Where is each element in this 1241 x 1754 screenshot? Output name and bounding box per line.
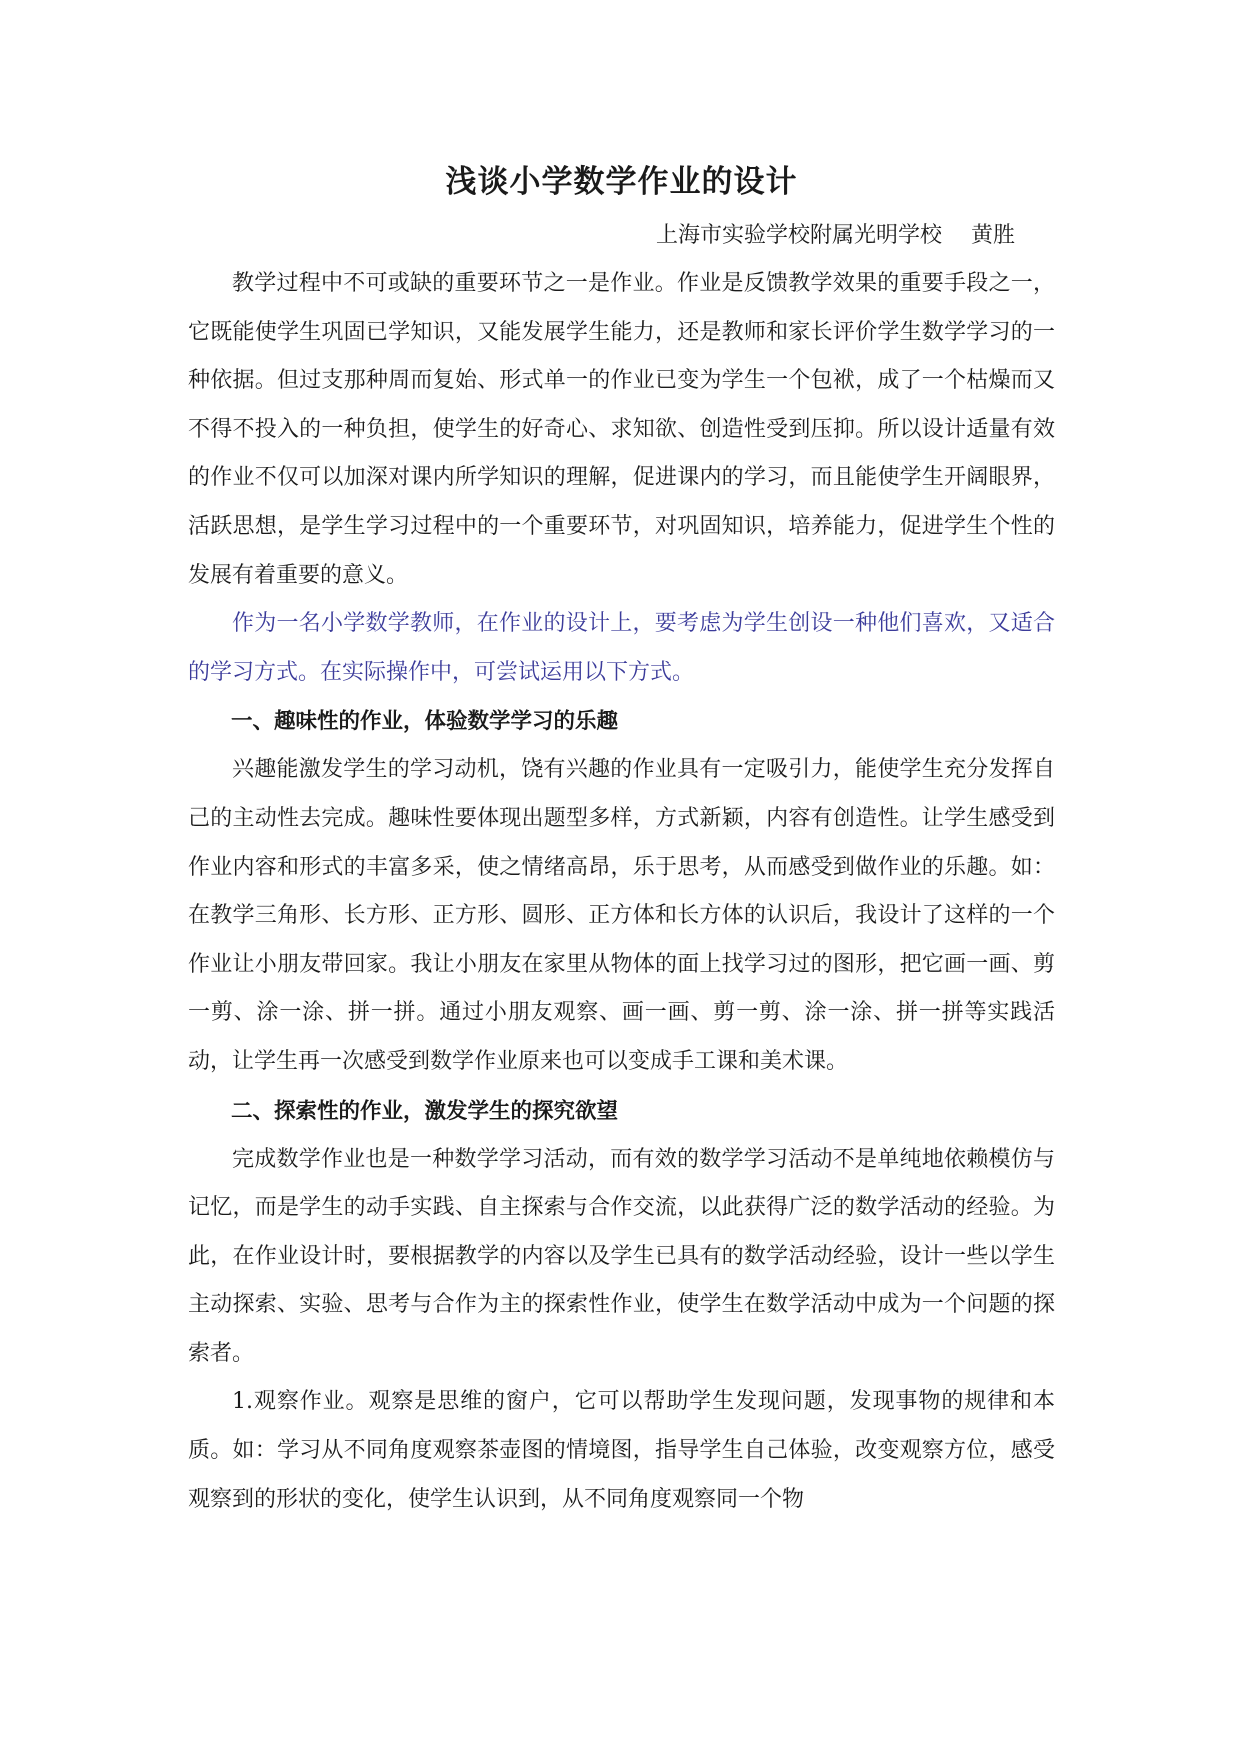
item-1-paragraph: 1.观察作业。观察是思维的窗户，它可以帮助学生发现问题，发现事物的规律和本质。如：学习从不同角度观察茶壶图的情境图，指导学生自己体验，改变观察方位，感受观察到的形状的变化，使学生认识到，从不同角度观察同一个物 — [188, 1389, 1055, 1512]
highlight-paragraph: 作为一名小学数学教师，在作业的设计上，要考虑为学生创设一种他们喜欢，又适合的学习方式。在实际操作中，可尝试运用以下方式。 — [188, 611, 1055, 685]
author-line: 上海市实验学校附属光明学校 黄胜 — [656, 223, 1015, 248]
section-2-paragraph: 完成数学作业也是一种数学学习活动，而有效的数学学习活动不是单纯地依赖模仿与记忆，而是学生的动手实践、自主探索与合作交流，以此获得广泛的数学活动的经验。为此，在作业设计时，要根据教学的内容以及学生已具有的数学活动经验，设计一些以学生主动探索、实验、思考与合作为主的探索性作业，使学生在数学活动中成为一个问题的探索者。 — [188, 1146, 1055, 1366]
intro-paragraph: 教学过程中不可或缺的重要环节之一是作业。作业是反馈教学效果的重要手段之一，它既能使学生巩固已学知识，又能发展学生能力，还是教师和家长评价学生数学学习的一种依据。但过支那种周而复始、形式单一的作业已变为学生一个包袱，成了一个枯燥而又不得不投入的一种负担，使学生的好奇心、求知欲、创造性受到压抑。所以设计适量有效的作业不仅可以加深对课内所学知识的理解，促进课内的学习，而且能使学生开阔眼界，活跃思想，是学生学习过程中的一个重要环节，对巩固知识，培养能力，促进学生个性的发展有着重要的意义。 — [188, 271, 1055, 588]
document-title: 浅谈小学数学作业的设计 — [445, 164, 798, 200]
section-1-heading: 一、趣味性的作业，体验数学学习的乐趣 — [231, 709, 619, 735]
section-1-paragraph: 兴趣能激发学生的学习动机，饶有兴趣的作业具有一定吸引力，能使学生充分发挥自己的主动性去完成。趣味性要体现出题型多样，方式新颖，内容有创造性。让学生感受到作业内容和形式的丰富多采，使之情绪高昂，乐于思考，从而感受到做作业的乐趣。如：在教学三角形、长方形、正方形、圆形、正方体和长方体的认识后，我设计了这样的一个作业让小朋友带回家。我让小朋友在家里从物体的面上找学习过的图形，把它画一画、剪一剪、涂一涂、拼一拼。通过小朋友观察、画一画、剪一剪、涂一涂、拼一拼等实践活动，让学生再一次感受到数学作业原来也可以变成手工课和美术课。 — [188, 757, 1055, 1074]
section-2-heading: 二、探索性的作业，激发学生的探究欲望 — [231, 1098, 619, 1124]
